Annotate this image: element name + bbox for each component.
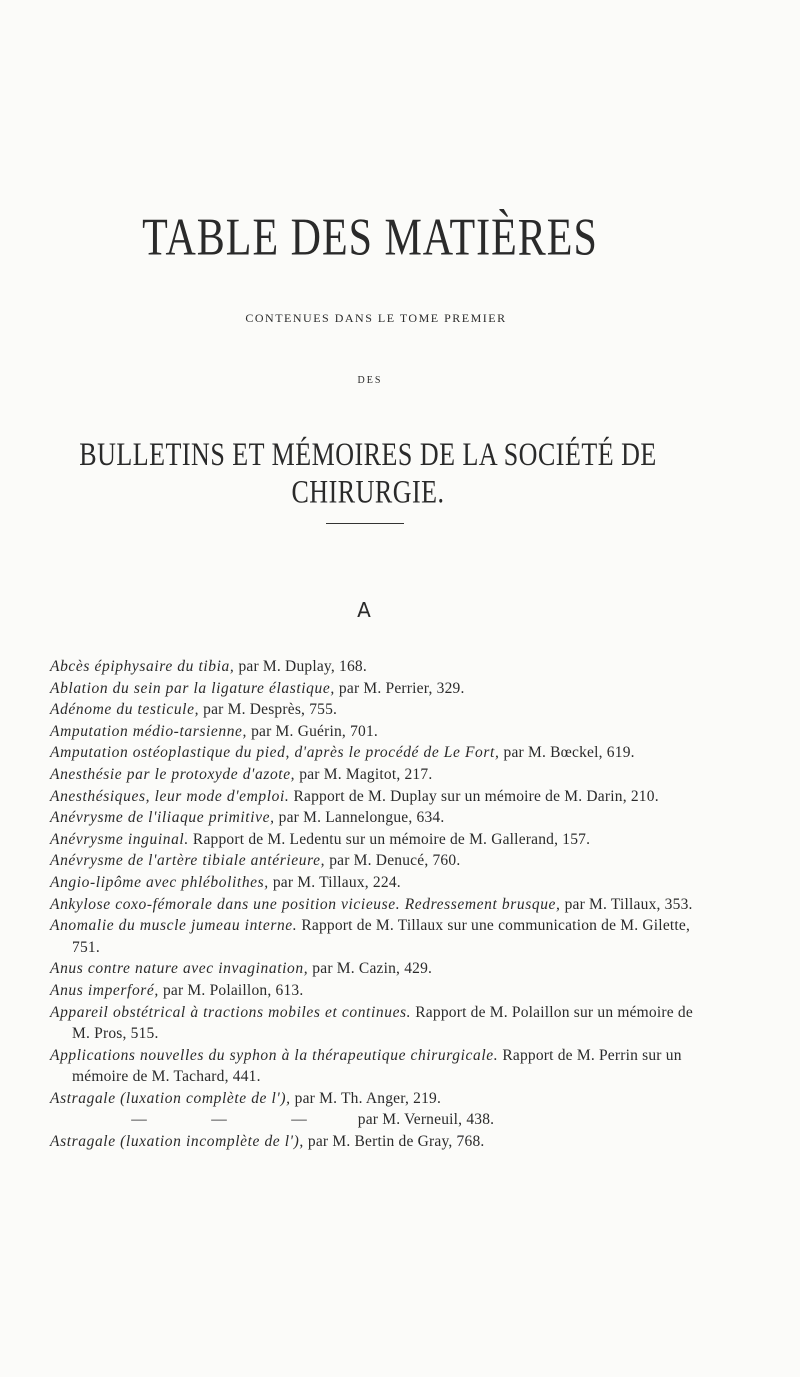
entry-subject: Anesthésiques, leur mode d'emploi. [50,787,290,805]
entry-reference: Rapport de M. Duplay sur un mémoire de M. Darin, 210. [289,787,659,805]
entry-reference: par M. Th. Anger, 219. [290,1089,442,1107]
index-entry [50,915,700,958]
entry-subject: Amputation ostéoplastique du pied, d'après le procédé de Le Fort, [50,744,500,762]
entry-subject: Anévrysme de l'iliaque primitive, [50,809,275,827]
entry-reference: Rapport de M. Tillaux sur une communication de M. Gilette, 751. [72,917,691,956]
entry-reference: par M. Bertin de Gray, 768. [303,1133,485,1151]
index-entry [50,1045,700,1088]
page-title: TABLE DES MATIÈRES [142,209,598,267]
entry-subject: Abcès épiphysaire du tibia, [50,658,235,675]
entry-subject: Appareil obstétrical à tractions mobiles et continues. [50,1003,412,1021]
index-entry [50,786,700,808]
entry-reference: par M. Cazin, 429. [308,960,433,978]
entry-reference: Rapport de M. Ledentu sur un mémoire de M. Gallerand, 157. [188,830,591,848]
entry-subject: Adénome du testicule, [50,701,200,719]
entry-reference: Rapport de M. Polaillon sur un mémoire de M. Pros, 515. [72,1003,693,1043]
entry-reference: par M. Polaillon, 613. [158,981,304,999]
index-entry [50,894,700,916]
entry-subject: Anomalie du muscle jumeau interne. [50,917,298,935]
ditto-dash: — [131,1111,147,1129]
entry-subject: Anus imperforé, [50,981,159,999]
index-entry [50,699,700,721]
entry-reference: par M. Duplay, 168. [234,658,367,675]
entry-subject: Amputation médio-tarsienne, [50,722,248,740]
section-letter: A [357,598,371,622]
title-divider [326,523,404,524]
entry-subject: Astragale (luxation incomplète de l'), [50,1133,304,1151]
index-entry [50,850,700,872]
entry-subject: Ablation du sein par la ligature élastique, [50,679,335,697]
entry-subject: Ankylose coxo-fémorale dans une position vicieuse. Redressement brusque, [50,895,561,913]
entry-subject: Anévrysme de l'artère tibiale antérieure, [50,852,326,870]
index-entry [50,1002,700,1045]
entry-reference: par M. Denucé, 760. [325,852,461,870]
entry-subject: Anévrysme inguinal. [50,830,189,848]
entry-subject: Anesthésie par le protoxyde d'azote, [50,765,296,783]
entry-reference: par M. Magitot, 217. [295,765,433,783]
index-entries [50,656,700,1153]
index-entry [50,829,700,851]
index-entry-continuation [50,1109,700,1131]
index-entry [50,721,700,743]
index-entry [50,958,700,980]
index-entry [50,807,700,829]
entry-subject: Applications nouvelles du syphon à la thérapeutique chirurgicale. [50,1046,499,1064]
entry-subject: Astragale (luxation complète de l'), [50,1089,291,1107]
entry-reference: par M. Lannelongue, 634. [274,809,445,827]
index-entry [50,742,700,764]
entry-reference: par M. Guérin, 701. [247,722,379,740]
ditto-dash: — [291,1111,307,1129]
index-entry [50,656,700,678]
index-entry [50,678,700,700]
subtitle-line-1: CONTENUES DANS LE TOME PREMIER [245,311,507,325]
publication-title: BULLETINS ET MÉMOIRES DE LA SOCIÉTÉ DE CHIRURGIE. [79,436,657,510]
entry-reference: Rapport de M. Perrin sur un mémoire de M. Tachard, 441. [72,1046,682,1086]
index-entry [50,872,700,894]
entry-reference: par M. Bœckel, 619. [499,744,635,762]
entry-reference: par M. Verneuil, 438. [357,1111,495,1129]
index-entry [50,1088,700,1110]
entry-subject: Anus contre nature avec invagination, [50,960,309,978]
index-entry [50,764,700,786]
entry-subject: Angio-lipôme avec phlébolithes, [50,873,269,891]
entry-reference: par M. Tillaux, 224. [268,873,401,891]
entry-reference: par M. Desprès, 755. [199,701,338,719]
subtitle-line-2: DES [357,375,383,386]
entry-reference: par M. Perrier, 329. [334,679,465,697]
entry-reference: par M. Tillaux, 353. [560,895,693,913]
index-entry [50,1131,700,1153]
index-entry [50,980,700,1002]
ditto-dash: — [211,1111,227,1129]
